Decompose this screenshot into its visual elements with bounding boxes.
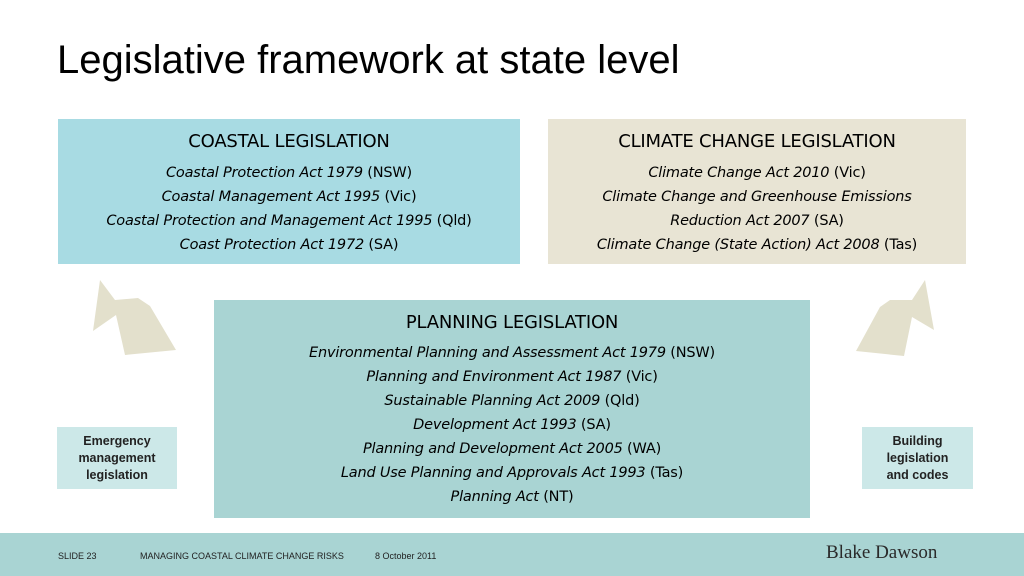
climate-line: Climate Change (State Action) Act 2008 (Tas) (596, 237, 918, 253)
coastal-heading: COASTAL LEGISLATION (188, 131, 390, 152)
emergency-label-line: Emergency (83, 434, 151, 448)
planning-line: Planning and Environment Act 1987 (Vic) (366, 369, 658, 385)
presentation-date: 8 October 2011 (375, 551, 437, 561)
planning-legislation-box (214, 300, 810, 518)
planning-line: Planning Act (NT) (450, 489, 574, 505)
emergency-management-box (57, 427, 177, 489)
building-label-line: legislation (886, 451, 949, 465)
emergency-label-line: legislation (86, 468, 148, 482)
climate-line: Climate Change and Greenhouse Emissions (602, 189, 912, 205)
coastal-line: Coastal Protection Act 1979 (NSW) (166, 165, 412, 181)
arrow-up-left-icon (93, 280, 176, 355)
planning-line: Land Use Planning and Approvals Act 1993 (Tas) (340, 465, 684, 481)
climate-heading: CLIMATE CHANGE LEGISLATION (618, 131, 896, 152)
brand-logo: Blake Dawson (826, 542, 938, 563)
emergency-label-line: management (78, 451, 156, 465)
building-label-line: Building (892, 434, 943, 448)
building-legislation-box (862, 427, 973, 489)
planning-heading: PLANNING LEGISLATION (405, 312, 619, 333)
planning-line: Environmental Planning and Assessment Act 1979 (NSW) (309, 345, 715, 361)
climate-line: Reduction Act 2007 (SA) (670, 213, 844, 229)
planning-line: Sustainable Planning Act 2009 (Qld) (384, 393, 640, 409)
coastal-line: Coastal Protection and Management Act 1995 (Qld) (106, 213, 472, 229)
coastal-line: Coast Protection Act 1972 (SA) (179, 237, 399, 253)
planning-line: Development Act 1993 (SA) (413, 417, 611, 433)
arrow-up-right-icon (856, 280, 934, 356)
slide-number: SLIDE 23 (58, 551, 97, 561)
presentation-title: MANAGING COASTAL CLIMATE CHANGE RISKS (140, 551, 344, 561)
climate-line: Climate Change Act 2010 (Vic) (648, 165, 866, 181)
planning-line: Planning and Development Act 2005 (WA) (362, 441, 662, 457)
slide-title: Legislative framework at state level (57, 38, 680, 82)
coastal-line: Coastal Management Act 1995 (Vic) (161, 189, 417, 205)
building-label-line: and codes (886, 468, 949, 482)
